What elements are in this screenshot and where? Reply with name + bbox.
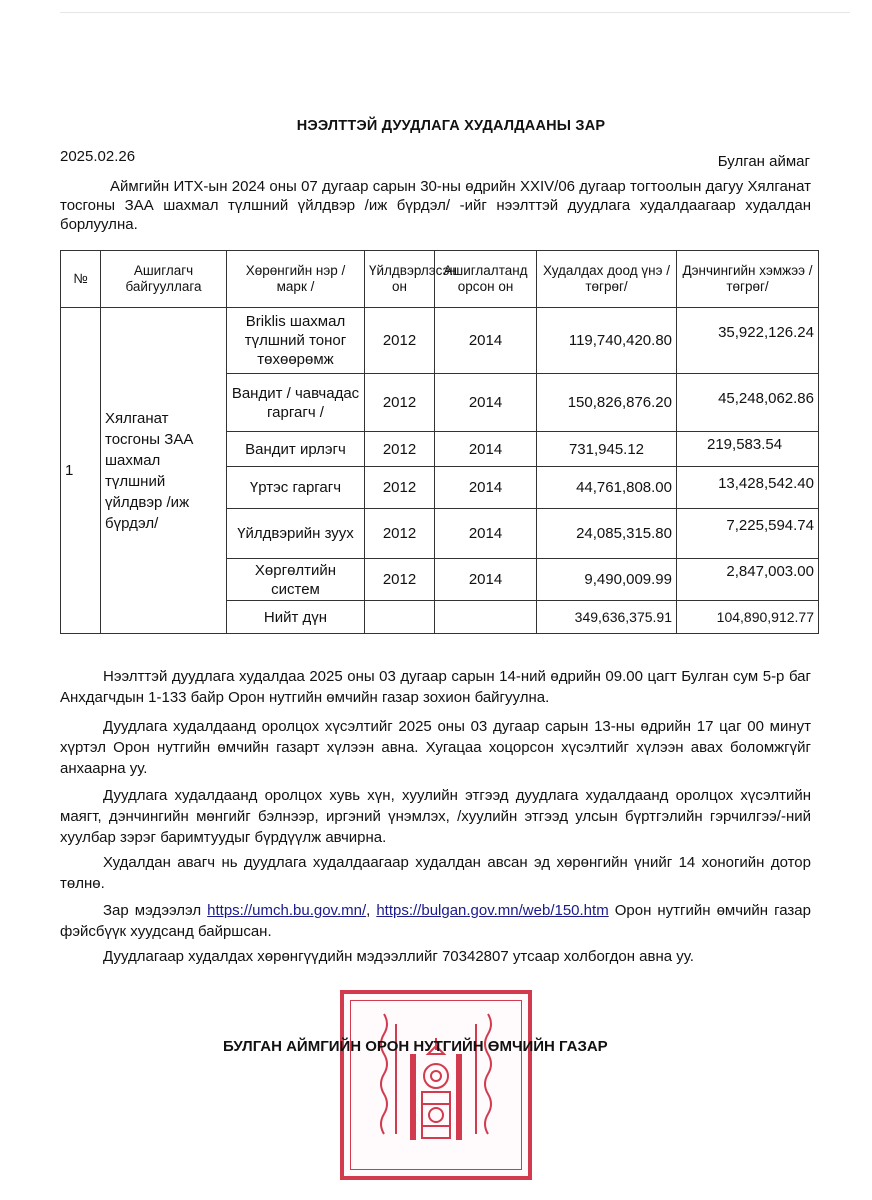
intro-paragraph: Аймгийн ИТХ-ын 2024 оны 07 дугаар сарын 30-ны өдрийн XXIV/06 дугаар тогтоолын дагуу Хялганат тосгоны ЗАА шахмал түлшний үйлдвэр /иж бүрдэл/ -ийг нээлттэй дуудлага худалдаагаар худалдан борлуулна. xyxy=(60,178,811,233)
paragraph-contact-phone: Дуудлагаар худалдах хөрөнгүүдийн мэдээллийг 70342807 утсаар холбогдон авна уу. xyxy=(103,948,694,965)
link-separator: , xyxy=(366,902,377,919)
org-name-cell: Хялганат тосгоны ЗАА шахмал түлшний үйлдвэр /иж бүрдэл/ xyxy=(101,308,227,634)
header-min-price: Худалдах доод үнэ /төгрөг/ xyxy=(537,251,677,308)
official-stamp xyxy=(340,990,532,1180)
made-year-cell: 2012 xyxy=(365,559,435,601)
paragraph-payment-term: Худалдан авагч нь дуудлага худалдаагаар худалдан авсан эд хөрөнгийн үнийг 14 хоногийн дотор төлнө. xyxy=(60,854,811,892)
asset-name-cell: Вандит / чавчадас гаргагч / xyxy=(227,374,365,432)
table-header-row xyxy=(61,251,819,308)
paragraph-application-deadline: Дуудлага худалдаанд оролцох хүсэлтийг 2025 оны 03 дугаар сарын 13-ны өдрийн 17 цаг 00 минут хүртэл Орон нутгийн өмчийн газарт хүлээн авна. Хугацаа хоцорсон хүсэлтийг хүлээн авах боломжгүйг анхаарна уу. xyxy=(60,718,811,777)
announcement-text: Зар мэдээлэл xyxy=(103,902,208,919)
used-year-cell: 2014 xyxy=(435,509,537,559)
row-number: 1 xyxy=(61,308,101,634)
top-rule xyxy=(60,12,850,13)
deposit-cell: 13,428,542.40 xyxy=(677,467,819,509)
made-year-cell: 2012 xyxy=(365,308,435,374)
notice-place: Булган аймаг xyxy=(717,153,810,170)
footer-organization: БУЛГАН АЙМГИЙН ОРОН НУТГИЙН ӨМЧИЙН ГАЗАР xyxy=(223,1038,608,1055)
header-used: Ашиглалтанд орсон он xyxy=(435,251,537,308)
empty-cell xyxy=(435,601,537,634)
used-year-cell: 2014 xyxy=(435,467,537,509)
made-year-cell: 2012 xyxy=(365,374,435,432)
asset-name-cell: Үртэс гаргагч xyxy=(227,467,365,509)
total-deposit: 104,890,912.77 xyxy=(677,601,819,634)
announcement-text-end: Орон нутгийн өмчийн газар фэйсбүүк хуудсанд байршсан. xyxy=(60,902,811,940)
min-price-cell: 24,085,315.80 xyxy=(537,509,677,559)
table-row xyxy=(61,308,819,374)
deposit-cell: 219,583.54 xyxy=(677,432,819,467)
header-deposit: Дэнчингийн хэмжээ /төгрөг/ xyxy=(677,251,819,308)
deposit-cell: 35,922,126.24 xyxy=(677,308,819,374)
made-year-cell: 2012 xyxy=(365,467,435,509)
asset-name-cell: Briklis шахмал түлшний тоног төхөөрөмж xyxy=(227,308,365,374)
notice-date: 2025.02.26 xyxy=(60,148,136,165)
deposit-cell: 45,248,062.86 xyxy=(677,374,819,432)
used-year-cell: 2014 xyxy=(435,374,537,432)
used-year-cell: 2014 xyxy=(435,308,537,374)
total-min-price: 349,636,375.91 xyxy=(537,601,677,634)
min-price-cell: 731,945.12 xyxy=(537,432,677,467)
used-year-cell: 2014 xyxy=(435,432,537,467)
notice-title: НЭЭЛТТЭЙ ДУУДЛАГА ХУДАЛДААНЫ ЗАР xyxy=(296,118,606,134)
paragraph-announcement-links xyxy=(60,900,811,942)
empty-cell xyxy=(365,601,435,634)
min-price-cell: 9,490,009.99 xyxy=(537,559,677,601)
used-year-cell: 2014 xyxy=(435,559,537,601)
link-umch[interactable]: https://umch.bu.gov.mn/ xyxy=(207,902,367,919)
made-year-cell: 2012 xyxy=(365,509,435,559)
asset-table xyxy=(60,250,819,634)
deposit-cell: 7,225,594.74 xyxy=(677,509,819,559)
soyombo-emblem-icon xyxy=(344,994,528,1176)
link-bulgan[interactable]: https://bulgan.gov.mn/web/150.htm xyxy=(376,902,609,919)
header-made: Үйлдвэрлэсэн он xyxy=(365,251,435,308)
header-asset: Хөрөнгийн нэр /марк / xyxy=(227,251,365,308)
deposit-cell: 2,847,003.00 xyxy=(677,559,819,601)
header-org: Ашиглагч байгууллага xyxy=(101,251,227,308)
header-no: № xyxy=(61,251,101,308)
min-price-cell: 119,740,420.80 xyxy=(537,308,677,374)
asset-name-cell: Вандит ирлэгч xyxy=(227,432,365,467)
asset-name-cell: Үйлдвэрийн зуух xyxy=(227,509,365,559)
min-price-cell: 150,826,876.20 xyxy=(537,374,677,432)
made-year-cell: 2012 xyxy=(365,432,435,467)
asset-name-cell: Хөргөлтийн систем xyxy=(227,559,365,601)
paragraph-auction-time: Нээлттэй дуудлага худалдаа 2025 оны 03 дугаар сарын 14-ний өдрийн 09.00 цагт Булган сум 5-р баг Анхдагчдын 1-133 байр Орон нутгийн өмчийн газар зохион байгуулна. xyxy=(60,668,811,706)
paragraph-required-documents: Дуудлага худалдаанд оролцох хувь хүн, хуулийн этгээд дуудлага худалдаанд оролцох хүсэлтийн маягт, дэнчингийн мөнгийг бэлнээр, иргэний үнэмлэх, /хуулийн этгээд улсын бүртгэлийн гэрчилгээ/-ний хуулбар зэрэг баримтуудыг бүрдүүлж авчирна. xyxy=(60,787,811,846)
total-label: Нийт дүн xyxy=(227,601,365,634)
min-price-cell: 44,761,808.00 xyxy=(537,467,677,509)
